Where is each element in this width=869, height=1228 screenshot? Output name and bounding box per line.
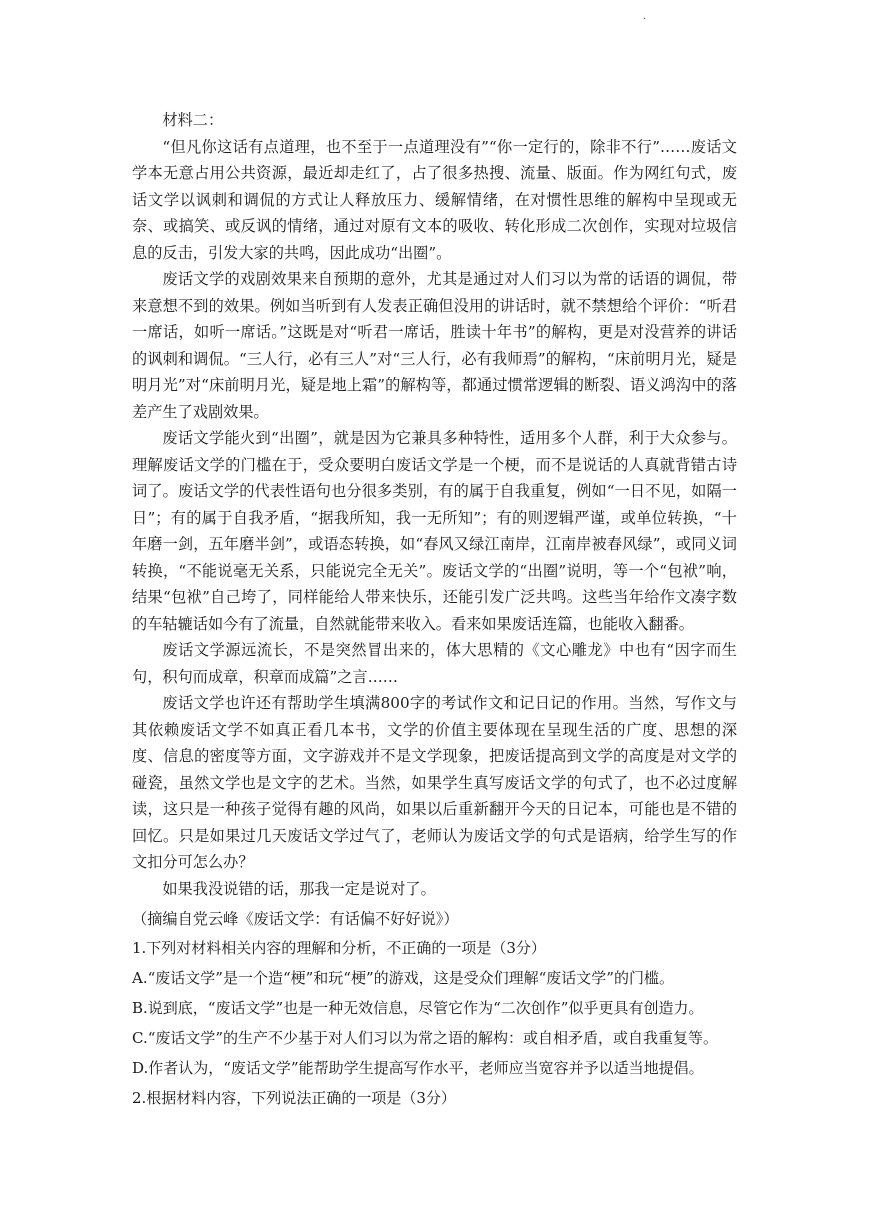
paragraph-4: 废话文学源远流长，不是突然冒出来的，体大思精的《文心雕龙》中也有“因字而生句，积句而成章，积章而成篇”之言…… bbox=[132, 641, 737, 686]
question-1-option-a: A.“废话文学”是一个造“梗”和玩“梗”的游戏，这是受众们理解“废话文学”的门槛。 bbox=[132, 968, 674, 987]
paragraph-6: 如果我没说错的话，那我一定是说对了。 bbox=[162, 879, 436, 898]
question-1-stem: 1.下列对材料相关内容的理解和分析，不正确的一项是（3分） bbox=[132, 938, 546, 957]
section-heading: 材料二： bbox=[162, 111, 224, 129]
paragraph-1: “但凡你这话有点道理，也不至于一点道理没有”“你一定行的，除非不行”……废话文学本无意占用公共资源，最近却走红了，占了很多热搜、流量、版面。作为网红句式，废话文学以讽刺和调侃的方式让人释放压力、缓解情绪，在对惯性思维的解构中呈现或无奈、或搞笑、或反讽的情绪，通过对原有文本的吸收、转化形成二次创作，实现对垃圾信息的反击，引发大家的共鸣，因此成功“出圈”。 bbox=[132, 137, 737, 262]
question-1-option-b: B.说到底，“废话文学”也是一种无效信息，尽管它作为“二次创作”似乎更具有创造力。 bbox=[132, 998, 704, 1017]
question-1-option-c: C.“废话文学”的生产不少基于对人们习以为常之语的解构：或自相矛盾，或自我重复等。 bbox=[132, 1028, 719, 1047]
question-2-stem: 2.根据材料内容，下列说法正确的一项是（3分） bbox=[132, 1088, 456, 1107]
header-mark: · bbox=[643, 14, 647, 25]
paragraph-5: 废话文学也许还有帮助学生填满800字的考试作文和记日记的作用。当然，写作文与其依赖废话文学不如真正看几本书，文学的价值主要体现在呈现生活的广度、思想的深度、信息的密度等方面，文字游戏并不是文学现象，把废话提高到文学的高度是对文学的碰瓷，虽然文学也是文字的艺术。当然，如果学生真写废话文学的句式了，也不必过度解读，这只是一种孩子觉得有趣的风尚，如果以后重新翻开今天的日记本，可能也是不错的回忆。只是如果过几天废话文学过气了，老师认为废话文学的句式是语病，给学生写的作文扣分可怎么办？ bbox=[132, 694, 737, 871]
source-citation: （摘编自党云峰《废话文学：有话偏不好好说》） bbox=[132, 910, 459, 928]
question-1-option-d: D.作者认为，“废话文学”能帮助学生提高写作水平，老师应当宽容并予以适当地提倡。 bbox=[132, 1058, 704, 1077]
article-body bbox=[132, 107, 737, 1113]
paragraph-3: 废话文学能火到“出圈”，就是因为它兼具多种特性，适用多个人群，利于大众参与。理解废话文学的门槛在于，受众要明白废话文学是一个梗，而不是说话的人真就背错古诗词了。废话文学的代表性语句也分很多类别，有的属于自我重复，例如“一日不见，如隔一日”；有的属于自我矛盾，“据我所知，我一无所知”；有的则逻辑严谨，或单位转换，“十年磨一剑，五年磨半剑”，或语态转换，如“春风又绿江南岸，江南岸被春风绿”，或同义词转换，“不能说毫无关系，只能说完全无关”。废话文学的“出圈”说明，等一个“包袱”响，结果“包袱”自己垮了，同样能给人带来快乐，还能引发广泛共鸣。这些当年给作文凑字数的车轱辘话如今有了流量，自然就能带来收入。看来如果废话连篇，也能收入翻番。 bbox=[132, 429, 737, 633]
paragraph-2: 废话文学的戏剧效果来自预期的意外，尤其是通过对人们习以为常的话语的调侃，带来意想不到的效果。例如当听到有人发表正确但没用的讲话时，就不禁想给个评价：“听君一席话，如听一席话。”这既是对“听君一席话，胜读十年书”的解构，更是对没营养的讲话的讽刺和调侃。“三人行，必有三人”对“三人行，必有我师焉”的解构，“床前明月光，疑是明月光”对“床前明月光，疑是地上霜”的解构等，都通过惯常逻辑的断裂、语义鸿沟中的落差产生了戏剧效果。 bbox=[132, 270, 737, 421]
